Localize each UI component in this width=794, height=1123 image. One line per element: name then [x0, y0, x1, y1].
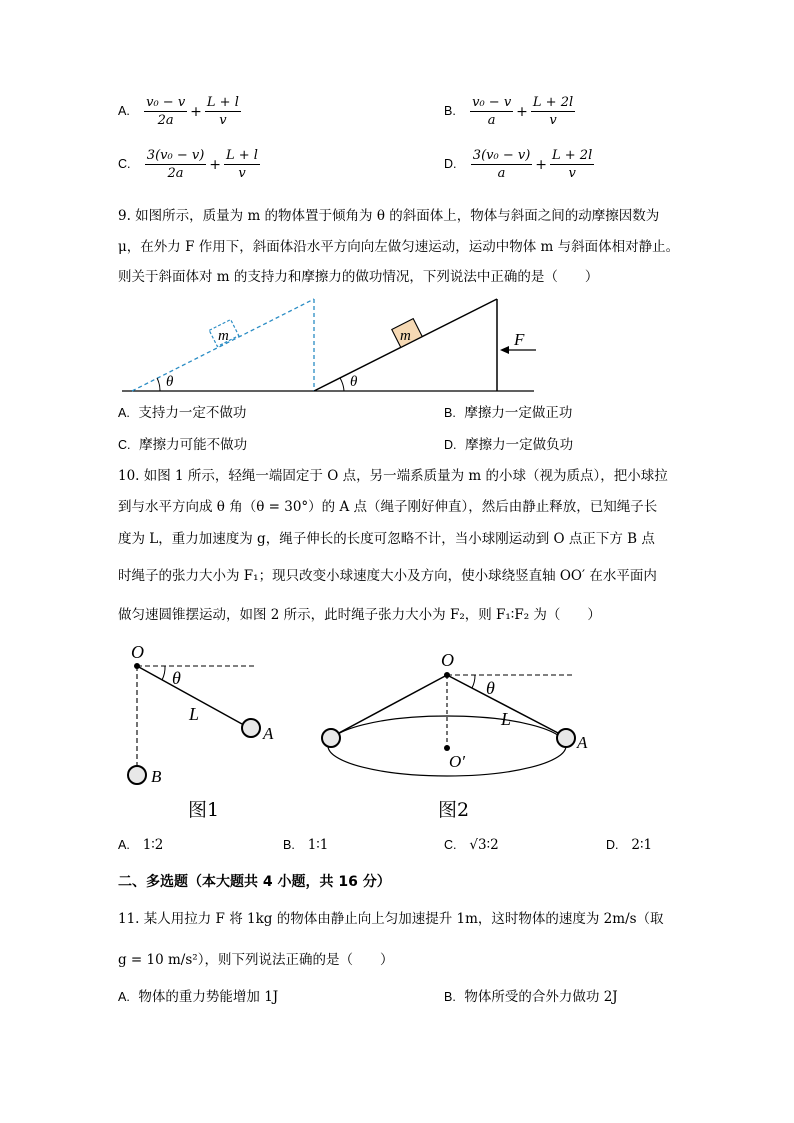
option-label: B. — [444, 104, 456, 118]
ball-left — [322, 729, 340, 747]
q10-option-d — [606, 835, 652, 856]
force-arrowhead — [500, 346, 509, 354]
numerator: v₀ − v — [146, 95, 186, 110]
q10-option-b — [283, 835, 328, 856]
label-A: A — [263, 724, 274, 743]
q9-option-a — [118, 403, 246, 424]
fraction — [144, 95, 187, 128]
force-label: F — [514, 330, 525, 349]
option-text: 摩擦力可能不做功 — [139, 437, 248, 453]
label-L: L — [501, 709, 512, 729]
figure-1-caption: 图1 — [188, 799, 220, 821]
q10-figure-1 — [118, 640, 298, 790]
label-B: B — [151, 767, 162, 786]
option-label: B. — [444, 406, 456, 420]
label-O: O — [131, 642, 144, 662]
numerator: v₀ − v — [472, 95, 512, 110]
q9-line-2: μ，在外力 F 作用下，斜面体沿水平方向向左做匀速运动，运动中物体 m 与斜面体相对静止。 — [118, 239, 680, 255]
option-text: 2∶1 — [631, 837, 653, 853]
fraction — [224, 148, 260, 181]
option-label: D. — [444, 157, 457, 171]
q10-line-5: 做匀速圆锥摆运动，如图 2 所示，此时绳子张力大小为 F₂，则 F₁∶F₂ 为（ ） — [118, 607, 601, 623]
denominator: a — [487, 113, 496, 128]
denominator: v — [568, 166, 576, 181]
option-text: 摩擦力一定做正功 — [464, 405, 573, 421]
fraction — [145, 148, 206, 181]
q9-line-3: 则关于斜面体对 m 的支持力和摩擦力的做功情况，下列说法中正确的是（ ） — [118, 269, 599, 285]
point-O — [134, 663, 140, 669]
q11-option-b — [444, 987, 618, 1008]
denominator: 2a — [167, 166, 184, 181]
option-label: A. — [118, 990, 130, 1004]
option-label: C. — [118, 157, 131, 171]
option-text: 支持力一定不做功 — [138, 405, 247, 421]
block-label: m — [400, 328, 411, 344]
numerator: 3(v₀ − v) — [146, 148, 205, 163]
q8-option-c: C. $\frac{\text{3(v₀ − v)}}{2a}$ + $\frac{L + l}{v}$ — [118, 148, 258, 181]
q10-option-c — [444, 835, 499, 856]
label-O-prime: O′ — [449, 752, 465, 771]
point-O — [444, 672, 450, 678]
q10-line-3: 度为 L，重力加速度为 g，绳子伸长的长度可忽略不计，当小球刚运动到 O 点正下方 B 点 — [118, 531, 655, 547]
q11-line-2: g = 10 m/s²），则下列说法正确的是（ ） — [118, 952, 394, 968]
label-theta: θ — [486, 678, 495, 698]
theta-arc — [162, 666, 165, 680]
option-text: √3∶2 — [469, 837, 499, 853]
denominator: a — [497, 166, 506, 181]
numerator: L + l — [226, 148, 258, 163]
figure-2-caption: 图2 — [438, 799, 470, 821]
ball-A — [557, 729, 575, 747]
ball-A — [242, 719, 260, 737]
q9-option-b — [444, 403, 572, 424]
denominator: v — [549, 113, 557, 128]
numerator: L + 2l — [532, 95, 574, 110]
option-label: A. — [118, 104, 130, 118]
denominator: v — [238, 166, 246, 181]
q11-line-1: 11. 某人用拉力 F 将 1kg 的物体由静止向上匀加速提升 1m，这时物体的速度为 2m/s（取 — [118, 911, 664, 927]
option-text: 摩擦力一定做负功 — [465, 437, 574, 453]
label-O: O — [441, 650, 454, 670]
option-label: B. — [283, 838, 295, 852]
dashed-angle-arc — [157, 378, 160, 391]
q10-option-a — [118, 835, 163, 856]
denominator: v — [219, 113, 227, 128]
label-theta: θ — [172, 668, 181, 688]
q10-figure-2 — [315, 645, 605, 795]
q9-option-d — [444, 435, 573, 456]
q8-option-a: A. $\frac{\text{v₀ − v}}{2a}$ + $\frac{L + l}{v}$ — [118, 95, 239, 128]
q9-line-1: 9. 如图所示，质量为 m 的物体置于倾角为 θ 的斜面体上，物体与斜面之间的动摩擦因数为 — [118, 208, 660, 224]
option-label: A. — [118, 838, 130, 852]
option-text: 1∶1 — [307, 837, 329, 853]
fraction — [550, 148, 594, 181]
option-label: B. — [444, 990, 456, 1004]
numerator: L + 2l — [552, 148, 593, 163]
q11-option-a — [118, 987, 278, 1008]
q10-line-4: 时绳子的张力大小为 F₁；现只改变小球速度大小及方向，使小球绕竖直轴 OO′ 在水平面内 — [118, 568, 657, 584]
fraction — [205, 95, 241, 128]
angle-label: θ — [350, 374, 358, 390]
q10-line-1: 10. 如图 1 所示，轻绳一端固定于 O 点，另一端系质量为 m 的小球（视为质点），把小球拉 — [118, 468, 668, 484]
angle-arc — [340, 378, 344, 391]
fraction — [531, 95, 575, 128]
option-label: C. — [444, 838, 457, 852]
option-label: D. — [444, 438, 457, 452]
ball-B — [128, 766, 146, 784]
fraction — [471, 148, 532, 181]
option-label: D. — [606, 838, 619, 852]
q10-line-2: 到与水平方向成 θ 角（θ = 30°）的 A 点（绳子刚好伸直），然后由静止释放，已知绳子长 — [118, 499, 658, 515]
option-text: 1∶2 — [142, 837, 164, 853]
option-label: A. — [118, 406, 130, 420]
theta-arc — [472, 675, 475, 688]
fraction — [470, 95, 513, 128]
numerator: 3(v₀ − v) — [472, 148, 531, 163]
string-left — [337, 675, 447, 734]
denominator: 2a — [157, 113, 174, 128]
dashed-block-label: m — [218, 328, 229, 344]
option-text: 物体所受的合外力做功 2J — [464, 989, 618, 1005]
q8-option-b: B. $\frac{\text{v₀ − v}}{a}$ + $\frac{L + 2l}{v}$ — [444, 95, 574, 128]
option-text: 物体的重力势能增加 1J — [138, 989, 279, 1005]
dashed-incline — [132, 299, 314, 391]
option-label: C. — [118, 438, 131, 452]
q8-option-d: D. $\frac{\text{3(v₀ − v)}}{a}$ + $\frac{L + 2l}{v}$ — [444, 148, 593, 181]
q9-option-c — [118, 435, 247, 456]
dashed-angle-label: θ — [166, 374, 174, 390]
point-O-prime — [444, 745, 450, 751]
label-L: L — [189, 704, 200, 724]
numerator: L + l — [206, 95, 239, 110]
q9-figure — [118, 293, 543, 398]
section-heading: 二、多选题（本大题共 4 小题，共 16 分） — [118, 874, 391, 890]
label-A: A — [577, 733, 588, 752]
